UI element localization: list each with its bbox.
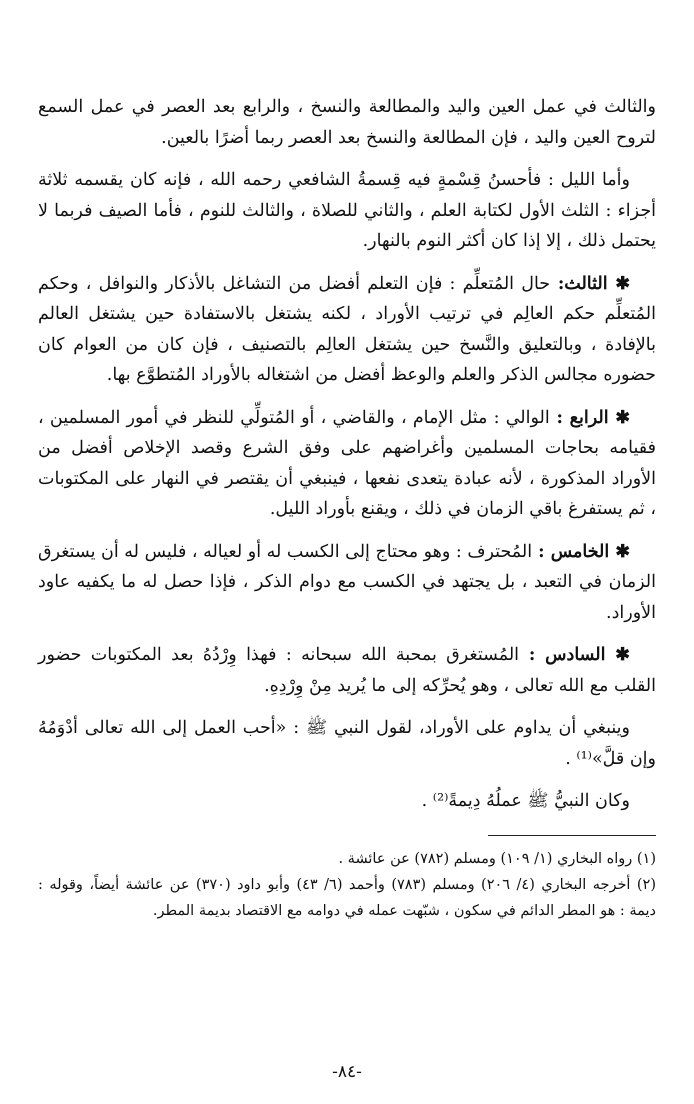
footnote-2: (٢) أخرجه البخاري (٤/ ٢٠٦) ومسلم (٧٨٣) وأحمد (٦/ ٤٣) وأبو داود (٣٧٠) عن عائشة أيضاً، وقوله : ديمة : هو المطر الدائم في سكون ، شبّهت عمله في دوامه مع الاقتصاد بديمة المطر.: [38, 876, 656, 919]
footnote-1: (١) رواه البخاري (١/ ١٠٩) ومسلم (٧٨٢) عن عائشة .: [338, 850, 656, 867]
page-number: -٨٤-: [332, 1062, 362, 1082]
paragraph-absorbed: [38, 640, 656, 701]
section-heading-sixth: السادس :: [519, 645, 606, 665]
paragraph-worker: [38, 537, 656, 629]
paragraph-ruler: [38, 403, 656, 525]
section-heading-fifth: الخامس :: [532, 541, 610, 562]
paragraph-prophet-practice: وكان النبيُّ ﷺ عملُهُ دِيمةً⁽²⁾ .: [421, 791, 630, 811]
star-marker: ✱: [605, 645, 630, 665]
star-marker: ✱: [608, 407, 630, 428]
paragraph-learner-text: حال المُتعلِّم : فإن التعلم أفضل من التشاغل بالأذكار والنوافل ، وحكم المُتعلِّم حكم العالِم في ترتيب الأوراد ، لكنه يشتغل بالاستفادة حين يشتغل العالم بالإفادة ، وبالتعليق والنَّسخ حين يشتغل العالِم بالتصنيف ، فإن كان من العوام كان حضوره مجالس الذكر والعلم والوعظ أفضل من اشتغاله بالأوراد المُتطوَّع بها.: [38, 273, 656, 385]
footnote-separator: [488, 835, 656, 836]
paragraph-night-division: وأما الليل : فأحسنُ قِسْمةٍ فيه قِسمةُ الشافعي رحمه الله ، فإنه كان يقسمه ثلاثة أجزاء : الثلث الأول لكتابة العلم ، والثاني للصلاة ، والثالث للنوم ، فأما الصيف فربما لا يحتمل ذلك ، إلا إذا كان أكثر النوم بالنهار.: [38, 170, 656, 251]
paragraph-ruler-text: الوالي : مثل الإمام ، والقاضي ، أو المُتولِّي للنظر في أمور المسلمين ، فقيامه بحاجات المسلمين وأغراضهم على وفق الشرع وقصد الإخلاص أفضل من الأوراد المذكورة ، لأنه عبادة يتعدى نفعها ، فينبغي أن يقتصر في النهار على المكتوبات ، ثم يستفرغ باقي الزمان في ذلك ، ويقنع بأوراد الليل.: [38, 407, 656, 519]
star-marker: ✱: [609, 541, 631, 562]
paragraph-third-and-fourth-parts: والثالث في عمل العين واليد والمطالعة والنسخ ، والرابع بعد العصر في عمل السمع لتروح العين واليد ، فإن المطالعة والنسخ بعد العصر ربما أضرًا بالعين.: [38, 97, 656, 148]
paragraph-worker-text: المُحترف : وهو محتاج إلى الكسب له أو لعياله ، فليس له أن يستغرق الزمان في التعبد ، بل يجتهد في الكسب مع دوام الذكر ، فإذا حصل له ما يكفيه عاود الأوراد.: [38, 541, 656, 623]
section-heading-fourth: الرابع :: [549, 407, 609, 428]
paragraph-hadith-persistence: وينبغي أن يداوم على الأوراد، لقول النبي ﷺ : «أحب العمل إلى الله تعالى أدْوَمُهُ وإن قلَّ»⁽¹⁾ .: [38, 718, 656, 769]
document-body: [38, 92, 656, 924]
section-heading-third: الثالث:: [550, 273, 608, 294]
paragraph-absorbed-text: المُستغرق بمحبة الله سبحانه : فهذا وِرْدُهُ بعد المكتوبات حضور القلب مع الله تعالى ، وهو يُحرِّكه إلى ما يُريد مِنْ وِرْدِهِ.: [38, 645, 656, 696]
star-marker: ✱: [607, 273, 630, 294]
paragraph-learner: [38, 269, 656, 391]
